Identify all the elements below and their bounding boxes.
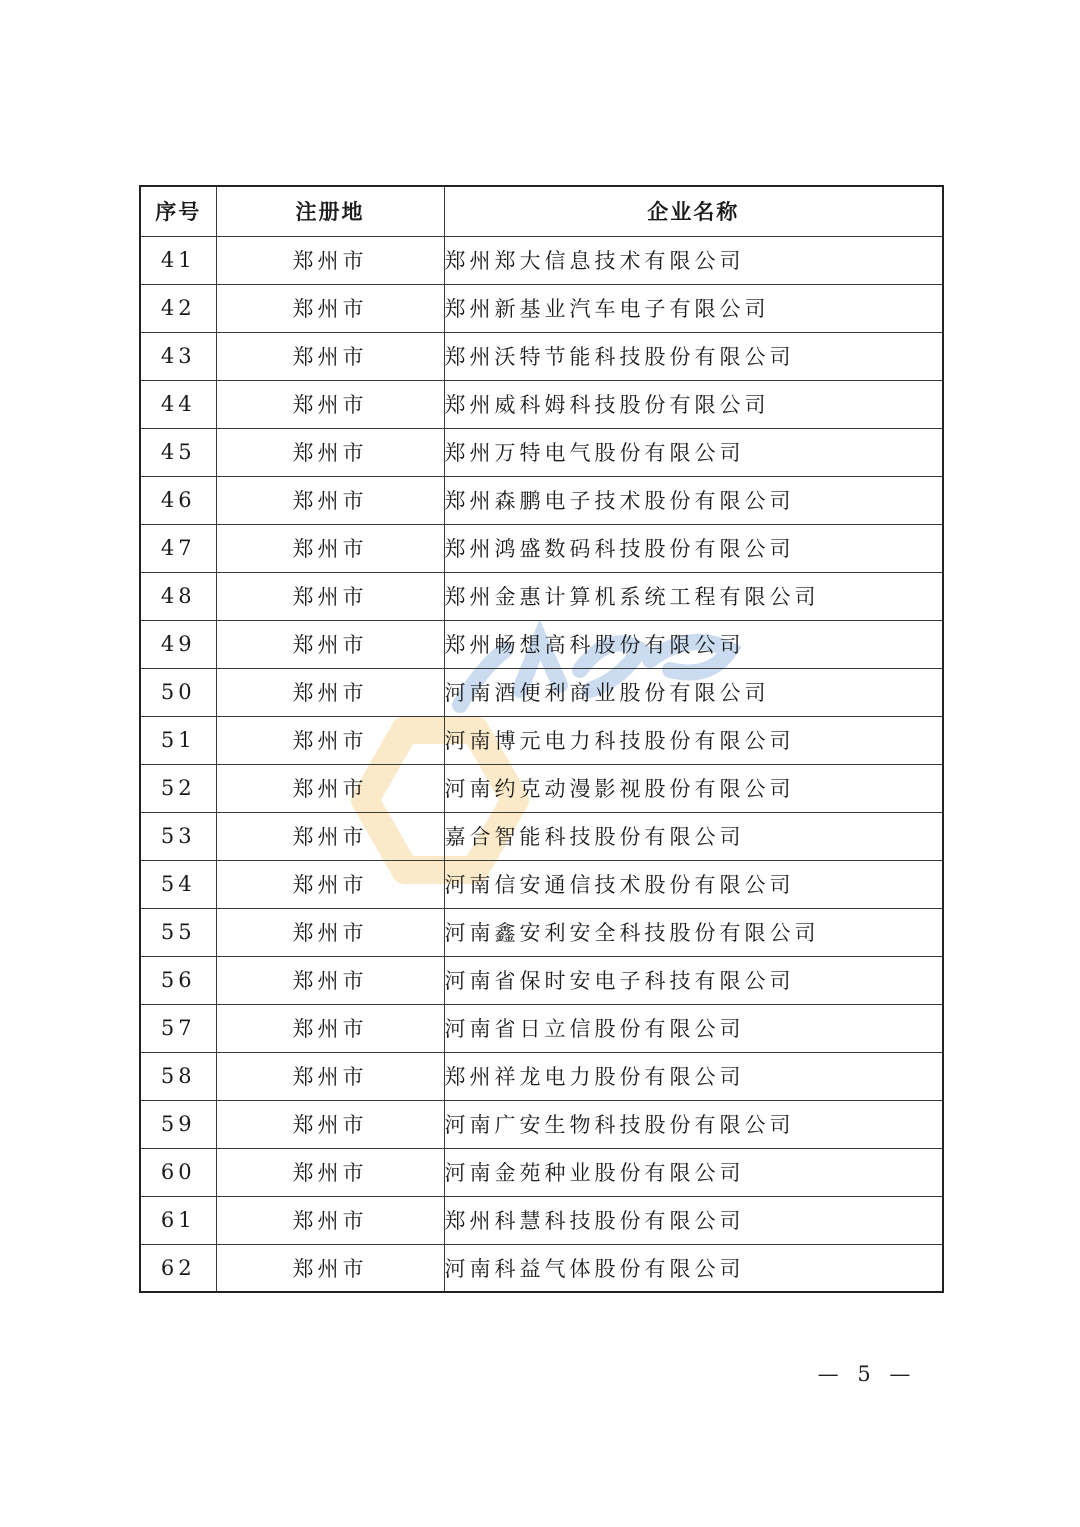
row-serial-number: 46 <box>140 476 216 524</box>
table-row <box>140 956 943 1004</box>
row-registration-place: 郑州市 <box>216 956 444 1004</box>
table-row <box>140 1244 943 1292</box>
row-serial-number: 47 <box>140 524 216 572</box>
company-list-table <box>139 185 944 1293</box>
table-header-row <box>140 186 943 236</box>
row-serial-number: 62 <box>140 1244 216 1292</box>
row-serial-number: 56 <box>140 956 216 1004</box>
table-row <box>140 1196 943 1244</box>
row-company-name: 河南广安生物科技股份有限公司 <box>444 1100 943 1148</box>
row-registration-place: 郑州市 <box>216 572 444 620</box>
table-row <box>140 1148 943 1196</box>
row-company-name: 河南博元电力科技股份有限公司 <box>444 716 943 764</box>
row-company-name: 郑州新基业汽车电子有限公司 <box>444 284 943 332</box>
row-registration-place: 郑州市 <box>216 716 444 764</box>
row-registration-place: 郑州市 <box>216 860 444 908</box>
row-serial-number: 44 <box>140 380 216 428</box>
header-serial-number: 序号 <box>140 186 216 236</box>
table-row <box>140 428 943 476</box>
table-row <box>140 1004 943 1052</box>
row-registration-place: 郑州市 <box>216 428 444 476</box>
row-company-name: 河南信安通信技术股份有限公司 <box>444 860 943 908</box>
row-registration-place: 郑州市 <box>216 476 444 524</box>
table-row <box>140 380 943 428</box>
row-serial-number: 51 <box>140 716 216 764</box>
row-registration-place: 郑州市 <box>216 1004 444 1052</box>
row-registration-place: 郑州市 <box>216 380 444 428</box>
row-company-name: 河南鑫安利安全科技股份有限公司 <box>444 908 943 956</box>
table-row <box>140 1100 943 1148</box>
row-registration-place: 郑州市 <box>216 1100 444 1148</box>
table-row <box>140 1052 943 1100</box>
row-serial-number: 43 <box>140 332 216 380</box>
row-company-name: 郑州威科姆科技股份有限公司 <box>444 380 943 428</box>
row-serial-number: 41 <box>140 236 216 284</box>
table-row <box>140 524 943 572</box>
table-row <box>140 236 943 284</box>
row-registration-place: 郑州市 <box>216 1148 444 1196</box>
row-serial-number: 61 <box>140 1196 216 1244</box>
row-serial-number: 57 <box>140 1004 216 1052</box>
row-serial-number: 60 <box>140 1148 216 1196</box>
row-company-name: 郑州郑大信息技术有限公司 <box>444 236 943 284</box>
row-registration-place: 郑州市 <box>216 1244 444 1292</box>
row-company-name: 郑州沃特节能科技股份有限公司 <box>444 332 943 380</box>
table-row <box>140 284 943 332</box>
row-company-name: 郑州鸿盛数码科技股份有限公司 <box>444 524 943 572</box>
row-company-name: 河南约克动漫影视股份有限公司 <box>444 764 943 812</box>
row-serial-number: 58 <box>140 1052 216 1100</box>
row-registration-place: 郑州市 <box>216 1052 444 1100</box>
row-registration-place: 郑州市 <box>216 236 444 284</box>
row-company-name: 河南省保时安电子科技有限公司 <box>444 956 943 1004</box>
row-company-name: 郑州科慧科技股份有限公司 <box>444 1196 943 1244</box>
table-row <box>140 476 943 524</box>
row-registration-place: 郑州市 <box>216 524 444 572</box>
table-row <box>140 620 943 668</box>
table-row <box>140 668 943 716</box>
table-row <box>140 572 943 620</box>
row-serial-number: 45 <box>140 428 216 476</box>
table-row <box>140 812 943 860</box>
row-registration-place: 郑州市 <box>216 668 444 716</box>
row-company-name: 嘉合智能科技股份有限公司 <box>444 812 943 860</box>
row-serial-number: 55 <box>140 908 216 956</box>
row-serial-number: 50 <box>140 668 216 716</box>
row-serial-number: 59 <box>140 1100 216 1148</box>
row-serial-number: 48 <box>140 572 216 620</box>
row-company-name: 河南省日立信股份有限公司 <box>444 1004 943 1052</box>
table-row <box>140 860 943 908</box>
row-registration-place: 郑州市 <box>216 620 444 668</box>
row-serial-number: 52 <box>140 764 216 812</box>
row-registration-place: 郑州市 <box>216 908 444 956</box>
header-company-name: 企业名称 <box>444 186 943 236</box>
row-company-name: 郑州畅想高科股份有限公司 <box>444 620 943 668</box>
table-row <box>140 908 943 956</box>
row-serial-number: 53 <box>140 812 216 860</box>
row-company-name: 郑州森鹏电子技术股份有限公司 <box>444 476 943 524</box>
header-registration-place: 注册地 <box>216 186 444 236</box>
row-company-name: 郑州金惠计算机系统工程有限公司 <box>444 572 943 620</box>
row-registration-place: 郑州市 <box>216 332 444 380</box>
row-registration-place: 郑州市 <box>216 764 444 812</box>
table-row <box>140 332 943 380</box>
row-company-name: 郑州万特电气股份有限公司 <box>444 428 943 476</box>
row-company-name: 河南科益气体股份有限公司 <box>444 1244 943 1292</box>
row-company-name: 郑州祥龙电力股份有限公司 <box>444 1052 943 1100</box>
row-serial-number: 49 <box>140 620 216 668</box>
row-registration-place: 郑州市 <box>216 812 444 860</box>
row-registration-place: 郑州市 <box>216 1196 444 1244</box>
row-company-name: 河南酒便利商业股份有限公司 <box>444 668 943 716</box>
table-row <box>140 764 943 812</box>
table-row <box>140 716 943 764</box>
row-registration-place: 郑州市 <box>216 284 444 332</box>
row-serial-number: 42 <box>140 284 216 332</box>
row-company-name: 河南金苑种业股份有限公司 <box>444 1148 943 1196</box>
page-number: — 5 — <box>817 1362 917 1386</box>
row-serial-number: 54 <box>140 860 216 908</box>
